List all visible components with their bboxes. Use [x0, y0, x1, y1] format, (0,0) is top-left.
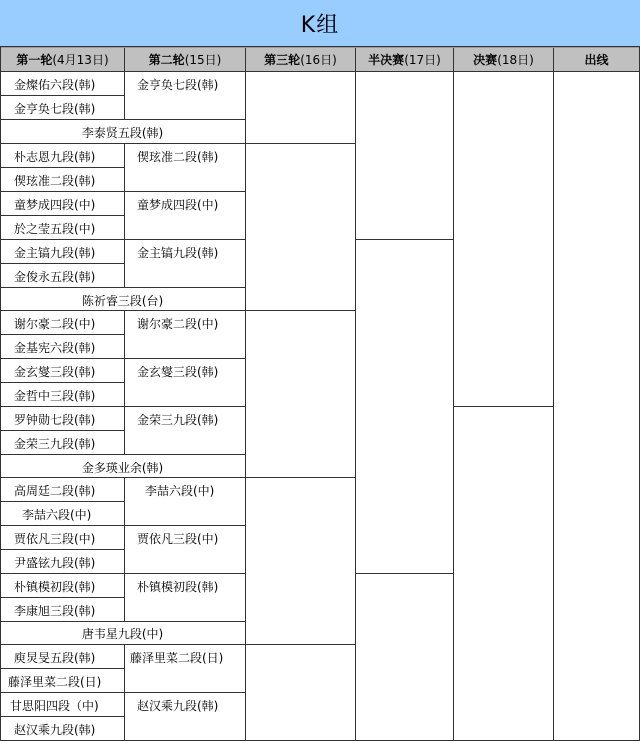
r1-player: 甘思阳四段（中): [10, 698, 99, 713]
r1-player: 金荣三九段(韩): [14, 436, 96, 451]
r2-player: 金荣三九段(韩): [137, 412, 219, 427]
r1-player: 贾依凡三段(中): [14, 531, 96, 546]
r2-player: 谢尔豪二段(中): [137, 316, 219, 331]
r1-player: 金俊永五段(韩): [14, 269, 96, 284]
header-round1: 第一轮 (4月13日): [1, 48, 124, 71]
r2-player: 金亨奂七段(韩): [137, 77, 219, 92]
r1-player: 金基宪六段(韩): [14, 340, 96, 355]
r1-player: 朴志恩九段(韩): [14, 149, 96, 164]
r1-seed-player: 唐韦星九段(中): [81, 626, 164, 641]
r2-player: 朴镇模初段(韩): [137, 579, 219, 594]
r1-player: 童梦成四段(中): [14, 197, 96, 212]
r1-player: 金哲中三段(韩): [14, 388, 96, 403]
r1-player: 赵汉乘九段(韩): [14, 722, 96, 737]
r1-player: 金亨奂七段(韩): [14, 101, 96, 116]
r2-player: 偰玹准二段(韩): [137, 149, 219, 164]
r1-player: 庾炅旻五段(韩): [14, 650, 96, 665]
r1-player: 藤泽里菜二段(日): [8, 674, 102, 689]
r2-player: 金主镐九段(韩): [137, 245, 219, 260]
r1-player: 金主镐九段(韩): [14, 245, 96, 260]
r2-player: 童梦成四段(中): [137, 197, 219, 212]
r1-seed-player: 李泰贤五段(韩): [81, 125, 164, 140]
r1-player: 罗钟勋七段(韩): [14, 412, 96, 427]
r1-player: 於之莹五段(中): [14, 221, 96, 236]
r1-player: 李喆六段(中): [22, 507, 92, 522]
r1-player: 尹盛铉九段(韩): [14, 555, 96, 570]
header-final: 决赛 (18日): [454, 48, 553, 71]
r1-player: 金玄燮三段(韩): [14, 364, 96, 379]
group-title: K组: [0, 0, 640, 47]
r2-player: 藤泽里菜二段(日): [130, 650, 224, 665]
r2-player: 贾依凡三段(中): [137, 531, 219, 546]
r2-player: 李喆六段(中): [145, 483, 215, 498]
r2-player: 赵汉乘九段(韩): [137, 698, 219, 713]
header-semifinal: 半决赛 (17日): [356, 48, 453, 71]
r1-seed-player: 金多瑛业余(韩): [81, 460, 164, 475]
r1-player: 偰玹准二段(韩): [14, 173, 96, 188]
r1-player: 高周廷二段(韩): [14, 483, 96, 498]
header-round3: 第三轮 (16日): [246, 48, 355, 71]
r1-player: 李康旭三段(韩): [14, 603, 96, 618]
r1-player: 金燦佑六段(韩): [14, 77, 96, 92]
r1-seed-player: 陈祈睿三段(台): [81, 293, 164, 308]
r1-player: 谢尔豪二段(中): [14, 316, 96, 331]
header-qualified: 出线: [554, 48, 639, 71]
r2-player: 金玄燮三段(韩): [137, 364, 219, 379]
r1-player: 朴镇模初段(韩): [14, 579, 96, 594]
header-round2: 第二轮 (15日): [125, 48, 245, 71]
